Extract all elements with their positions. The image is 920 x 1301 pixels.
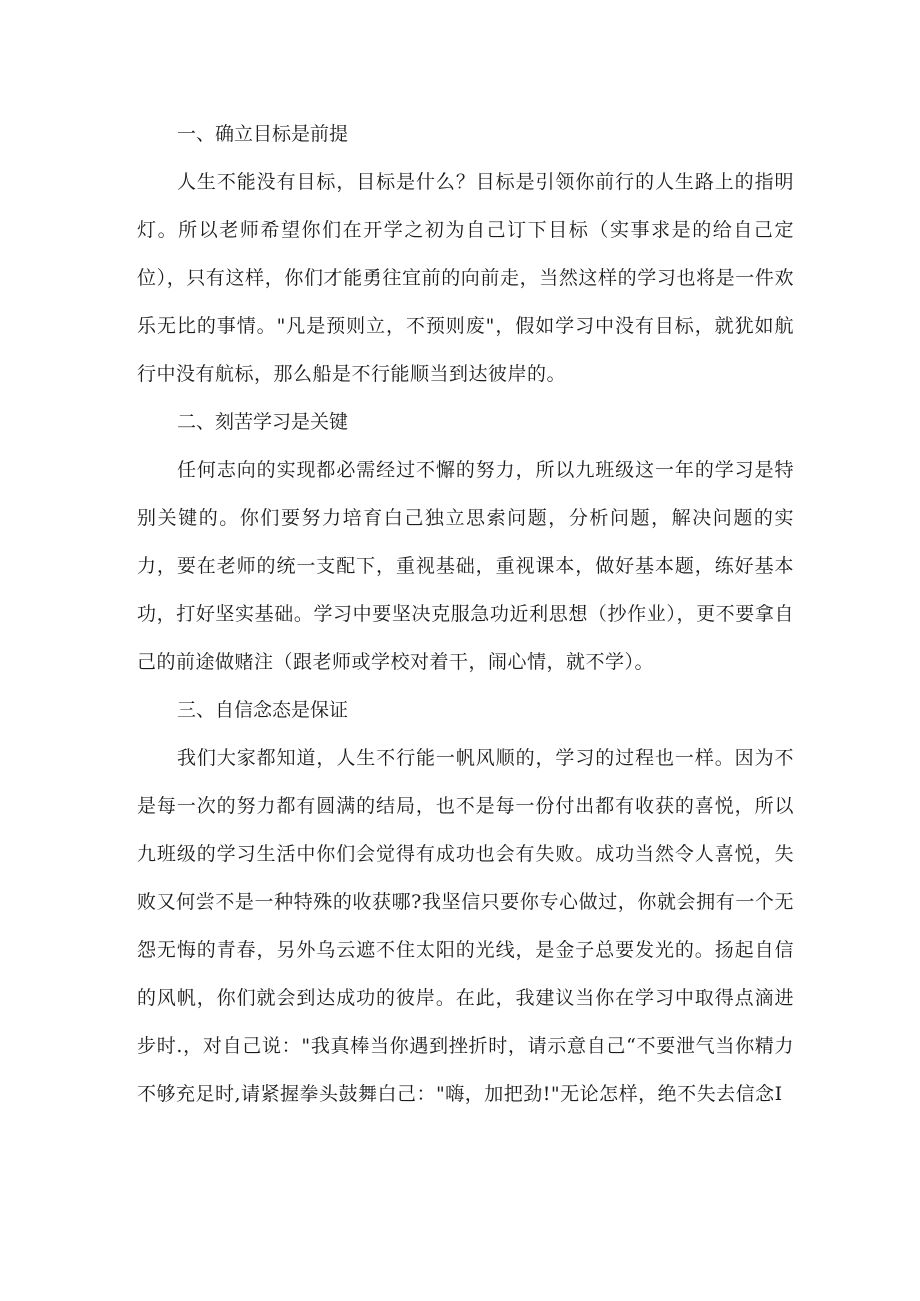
section-2-heading: 二、刻苦学习是关键: [177, 411, 349, 433]
section-3-heading: 三、自信念态是保证: [177, 699, 349, 721]
section-1-heading: 一、确立目标是前提: [177, 123, 349, 145]
section-3-paragraph: 我们大家都知道，人生不行能一帆风顺的，学习的过程也一样。因为不是每一次的努力都有圆满的结局，也不是每一份付出都有收获的喜悦，所以九班级的学习生活中你们会觉得有成功也会有失败。成功当然令人喜悦，失败又何尝不是一种特殊的收获哪?我坚信只要你专心做过，你就会拥有一个无怨无悔的青春，另外乌云遮不住太阳的光线，是金子总要发光的。扬起自信的风帆，你们就会到达成功的彼岸。在此，我建议当你在学习中取得点滴进步时.，对自己说："我真棒当你遇到挫折时，请示意自己“不要泄气当你精力不够充足时,请紧握拳头鼓舞白己："嗨，加把劲!"无论怎样，绝不失去信念I: [137, 747, 794, 1105]
section-2-paragraph: 任何志向的实现都必需经过不懈的努力，所以九班级这一年的学习是特别关键的。你们要努力培育白己独立思索问题，分析问题，解决问题的实力，要在老师的统一支配下，重视基础，重视课本，做好基本题，练好基本功，打好坚实基础。学习中要坚决克服急功近利思想（抄作业），更不要拿自己的前途做赌注（跟老师或学校对着干，闹心情，就不学）。: [137, 459, 794, 673]
section-1-paragraph: 人生不能没有目标，目标是什么？目标是引领你前行的人生路上的指明灯。所以老师希望你们在开学之初为自己订下目标（实事求是的给自己定位），只有这样，你们才能勇往宜前的向前走，当然这样的学习也将是一件欢乐无比的事情。"凡是预则立，不预则废"，假如学习中没有目标，就犹如航行中没有航标，那么船是不行能顺当到达彼岸的。: [137, 171, 794, 385]
